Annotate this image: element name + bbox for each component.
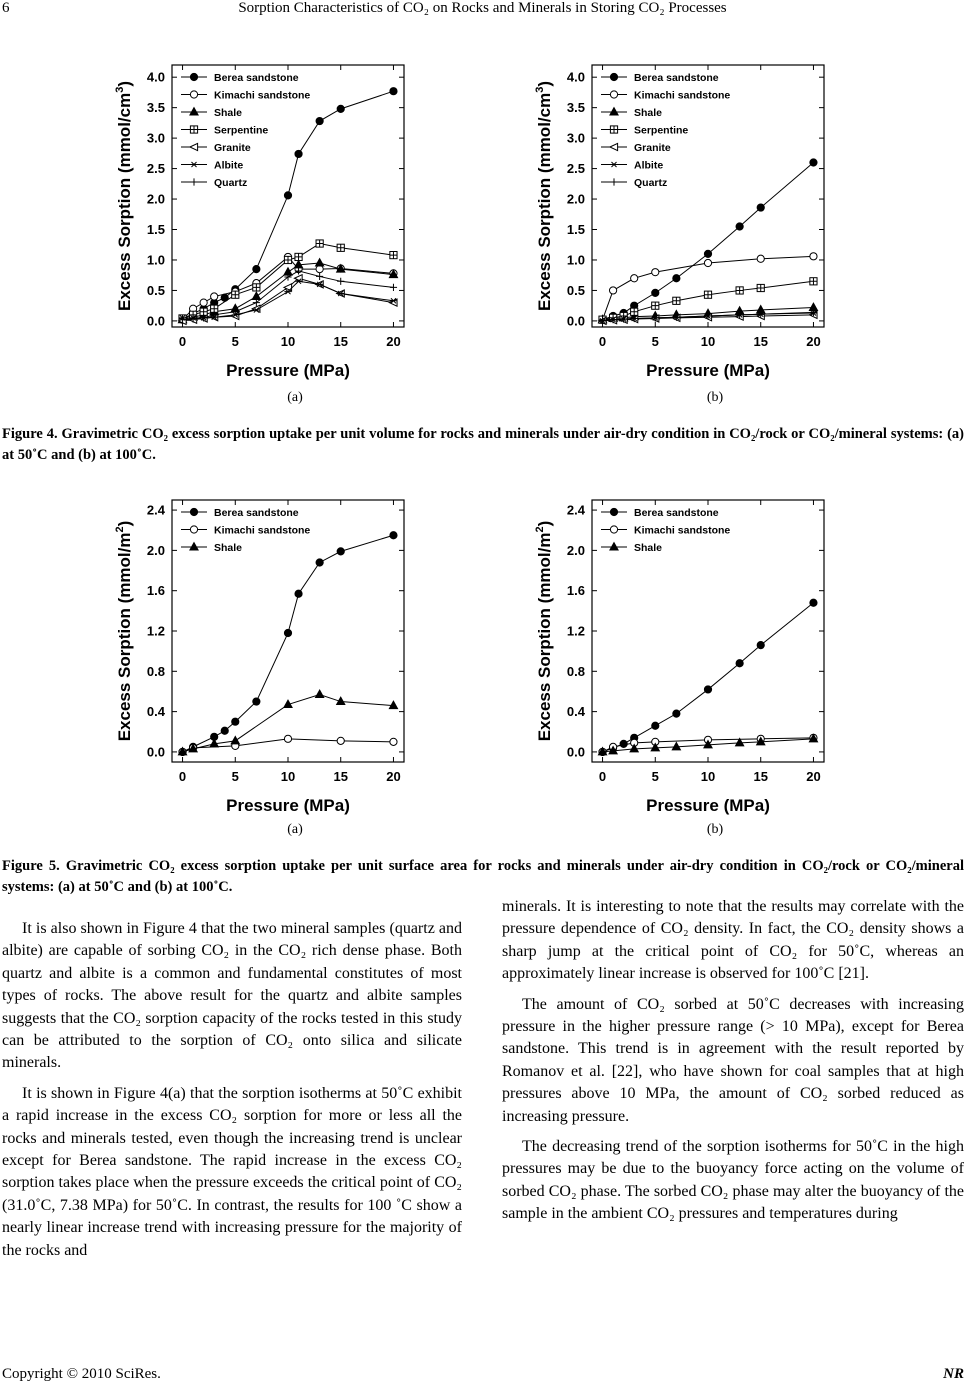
series-serpentine [179,240,397,322]
data-point [316,690,324,697]
data-point [232,291,239,298]
y-tick-label: 2.5 [566,161,585,177]
legend [181,507,310,554]
data-point [337,278,344,285]
data-point [631,308,638,315]
data-point [673,710,680,717]
data-point [211,293,218,300]
y-tick-label: 0.4 [146,704,165,720]
legend-label: Kimachi sandstone [214,89,311,102]
y-tick-label: 2.5 [146,161,165,177]
figure-4-caption: Figure 4. Gravimetric CO₂ excess sorption uptake per unit volume for rocks and minerals under air-dry condition in CO₂/rock or CO₂/mineral systems: (a) at 50˚C and (b) at 100˚C. [2,426,964,463]
series-berea-sandstone [179,532,397,756]
y-tick-label: 3.0 [146,130,165,146]
x-tick-label: 0 [598,334,607,349]
data-point [757,642,764,649]
data-point [810,159,817,166]
legend-marker [190,178,197,185]
legend-label: Berea sandstone [634,72,719,84]
y-tick-label: 3.0 [566,130,585,146]
y-tick-label: 2.0 [566,542,585,558]
y-axis-label: Excess Sorption $(mmol/m^2)$ [114,520,134,742]
x-tick-label: 10 [700,334,716,349]
x-tick-label: 20 [806,769,821,784]
data-point [200,299,207,306]
paragraph: It is also shown in Figure 4 that the two mineral samples (quartz and albite) are capable of sorbing CO₂ in the CO₂ rich dense phase. Both quartz and albite is a common and fundamental constitutes of most types of rocks. The above result for the quartz and albite samples suggests that the CO₂ sorption capacity of the rocks tested in this study can be attributed to the sorption of CO₂ onto silica and silicate minerals. [2,920,462,1072]
data-point [284,256,291,263]
legend-label: Berea sandstone [634,507,719,519]
y-axis-label: Excess Sorption $(mmol/cm^3)$ [114,80,134,312]
data-point [736,287,743,294]
data-point [631,275,638,282]
body-column-right [502,896,964,1234]
y-tick-label: 1.2 [146,623,165,639]
data-point [652,722,659,729]
legend-label: Shale [634,107,663,119]
x-tick-label: 15 [753,769,768,784]
y-tick-label: 0.8 [146,663,165,679]
legend-marker [190,108,198,115]
data-point [672,742,680,749]
y-tick-label: 2.0 [566,191,585,207]
data-point [810,599,817,606]
y-tick-label: 0.0 [146,313,165,329]
data-point [284,629,291,636]
x-tick-label: 15 [333,769,348,784]
legend-label: Quartz [214,177,248,189]
series-line [183,535,394,752]
figure-5a-label: (a) [287,822,303,837]
legend-marker [190,162,197,167]
data-point [736,223,743,230]
data-point [704,250,711,257]
data-point [390,252,397,259]
y-tick-label: 0.0 [566,313,585,329]
x-tick-label: 0 [178,769,187,784]
data-point [810,253,817,260]
legend-marker [190,126,197,133]
legend-label: Shale [214,542,243,554]
paragraph: It is shown in Figure 4(a) that the sorption isotherms at 50˚C exhibit a rapid increase in the excess CO₂ sorption for more or less all the rocks and minerals tested, even though the increasing trend is unclear except for Berea sandstone. The rapid increase in the excess CO₂ sorption takes place when the pressure exceeds the critical point of CO₂ (31.0˚C, 7.38 MPa) for 50˚C. In contrast, the results for 100 ˚C show a nearly linear increase trend with increasing pressure for the majority of the rocks and [2,1084,462,1259]
legend-label: Shale [634,542,663,554]
paragraph: minerals. It is interesting to note that the results may correlate with the pressure dependence of CO₂ density. In fact, the CO₂ density shows a sharp jump at the critical point of CO₂ for 50˚C, whereas an approximately linear increase is observed for 100˚C [21]. [502,898,964,983]
data-point [316,259,324,266]
legend-marker [190,91,197,98]
data-point [337,548,344,555]
series-line [603,603,814,752]
data-point [652,302,659,309]
running-title: Sorption Characteristics of CO₂ on Rocks and Minerals in Storing CO₂ Processes [238,0,727,16]
legend-label: Albite [214,159,244,172]
y-tick-label: 2.4 [566,502,585,518]
data-point [736,660,743,667]
legend-marker [610,508,617,515]
y-tick-label: 4.0 [146,69,165,85]
legend-label: Quartz [634,177,668,189]
y-tick-label: 1.5 [566,222,585,238]
data-point [757,284,764,291]
legend [181,72,310,189]
y-axis-label: Excess Sorption $(mmol/cm^3)$ [534,80,554,312]
x-tick-label: 20 [386,769,401,784]
data-point [252,292,260,299]
page-number: 6 [2,0,10,16]
legend-label: Serpentine [634,124,689,137]
x-tick-label: 5 [651,334,659,349]
legend-label: Berea sandstone [214,507,299,519]
y-tick-label: 3.5 [566,100,585,116]
data-point [704,291,711,298]
legend-marker [610,178,617,185]
data-point [316,266,323,273]
data-point [231,736,239,743]
x-tick-label: 5 [231,769,239,784]
journal-abbrev: NR [943,1366,964,1382]
legend-marker [610,108,618,115]
paragraph: The amount of CO₂ sorbed at 50˚C decreases with increasing pressure in the higher pressure range (> 10 MPa), except for Berea sandstone. This trend is in agreement with the result reported by Romanov et al. [22], who have shown for coal samples that at high pressures above 10 MPa, the amount of CO₂ sorbed reduced as increasing pressure. [502,995,964,1125]
data-point [232,718,239,725]
legend-label: Shale [214,107,243,119]
x-axis-label: Pressure (MPa) [646,796,770,815]
x-tick-label: 5 [231,334,239,349]
page-footer [2,1366,964,1383]
data-point [337,105,344,112]
series-shale [178,259,397,323]
data-point [652,289,659,296]
x-tick-label: 10 [700,769,716,784]
plot-area [592,65,824,327]
legend-marker [610,543,618,550]
data-point [295,253,302,260]
data-point [390,738,397,745]
y-tick-label: 2.0 [146,191,165,207]
legend [601,507,730,554]
legend-marker [610,143,618,150]
figure-4a-chart [110,55,440,390]
y-tick-label: 0.5 [566,282,585,298]
data-point [316,273,323,280]
figure-5b-chart [530,490,860,820]
x-tick-label: 20 [806,334,821,349]
data-point [757,255,764,262]
legend-label: Granite [634,142,671,154]
data-point [316,117,323,124]
legend-marker [610,126,617,133]
data-point [757,204,764,211]
legend-label: Kimachi sandstone [634,89,731,102]
data-point [652,269,659,276]
y-tick-label: 1.2 [566,623,585,639]
x-axis-label: Pressure (MPa) [226,361,350,380]
x-tick-label: 15 [333,334,348,349]
figure-5-caption: Figure 5. Gravimetric CO₂ excess sorption uptake per unit surface area for rocks and minerals under air-dry condition in CO₂/rock or CO₂/mineral systems: (a) at 50˚C and (b) at 100˚C. [2,858,964,895]
y-tick-label: 2.4 [146,502,165,518]
x-tick-label: 0 [178,334,187,349]
legend-label: Albite [634,159,664,172]
data-point [704,686,711,693]
x-axis-label: Pressure (MPa) [646,361,770,380]
legend-marker [190,543,198,550]
data-point [390,284,397,291]
data-point [704,259,711,266]
body-column-left [2,918,462,1270]
data-point [316,559,323,566]
x-tick-label: 10 [280,334,296,349]
y-tick-label: 0.0 [146,744,165,760]
x-tick-label: 5 [651,769,659,784]
legend-label: Kimachi sandstone [634,524,731,537]
legend-marker [610,526,617,533]
x-tick-label: 15 [753,334,768,349]
series-shale [178,690,397,755]
data-point [337,244,344,251]
figure-4b-label: (b) [706,390,724,405]
data-point [390,88,397,95]
plot-area [592,500,824,762]
figure-5b-label: (b) [706,822,724,837]
figure-4a-label: (a) [287,390,303,405]
legend-label: Granite [214,142,251,154]
data-point [810,278,817,285]
legend [601,72,730,189]
data-point [673,297,680,304]
y-tick-label: 1.0 [146,252,165,268]
legend-label: Serpentine [214,124,269,137]
data-point [295,590,302,597]
x-tick-label: 10 [280,769,296,784]
data-point [253,284,260,291]
y-tick-label: 2.0 [146,542,165,558]
legend-marker [190,526,197,533]
y-tick-label: 0.5 [146,282,165,298]
data-point [253,698,260,705]
y-tick-label: 1.6 [146,583,165,599]
page-header [0,0,965,20]
data-point [253,266,260,273]
data-point [620,740,627,747]
y-tick-label: 0.8 [566,663,585,679]
y-tick-label: 1.0 [566,252,585,268]
data-point [284,735,291,742]
x-tick-label: 0 [598,769,607,784]
legend-marker [610,162,617,167]
data-point [609,287,616,294]
x-axis-label: Pressure (MPa) [226,796,350,815]
y-tick-label: 1.5 [146,222,165,238]
figure-4b-chart [530,55,860,390]
data-point [295,150,302,157]
legend-marker [610,73,617,80]
data-point [221,727,228,734]
legend-marker [190,508,197,515]
y-tick-label: 0.4 [566,704,585,720]
data-point [284,192,291,199]
y-tick-label: 3.5 [146,100,165,116]
y-tick-label: 0.0 [566,744,585,760]
legend-marker [190,143,198,150]
legend-marker [610,91,617,98]
figure-5a-chart [110,490,440,820]
y-tick-label: 4.0 [566,69,585,85]
data-point [673,275,680,282]
legend-marker [190,73,197,80]
copyright: Copyright © 2010 SciRes. [2,1366,161,1382]
paragraph: The decreasing trend of the sorption isotherms for 50˚C in the high pressures may be due to the buoyancy force acting on the volume of sorbed CO₂ phase. The sorbed CO₂ phase may alter the buoyancy of the sample in the ambient CO₂ pressures and temperatures during [502,1138,964,1223]
data-point [390,532,397,539]
y-tick-label: 1.6 [566,583,585,599]
data-point [337,737,344,744]
legend-label: Kimachi sandstone [214,524,311,537]
legend-label: Berea sandstone [214,72,299,84]
y-axis-label: Excess Sorption $(mmol/m^2)$ [534,520,554,742]
x-tick-label: 20 [386,334,401,349]
series-berea-sandstone [599,599,817,755]
data-point [316,240,323,247]
